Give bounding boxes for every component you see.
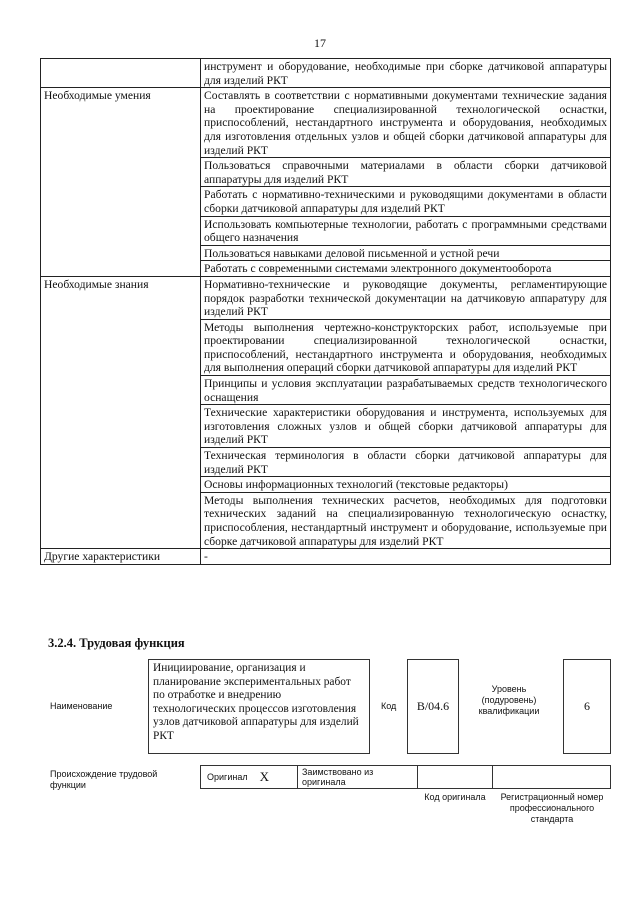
- function-name-value: Инициирование, организация и планирование экспериментальных работ по отработке и внедрению технологических процессов изготовления узлов датчиковой аппаратуры для изделий РКТ: [153, 662, 359, 742]
- table-row: [41, 59, 611, 88]
- page-number: 17: [314, 36, 326, 50]
- table-cell: Основы информационных технологий (текстовые редакторы): [201, 477, 611, 493]
- requirements-table: [40, 58, 611, 565]
- original-mark: Х: [259, 769, 269, 784]
- level-value: 6: [584, 699, 590, 713]
- reg-number-caption: Регистрационный номер профессионального стандарта: [500, 792, 604, 824]
- table-cell: Методы выполнения чертежно-конструкторских работ, используемые при проектировании специализированной технологической оснастки, приспособлений, нестандартного инструмента и оборудования, необходимых для выполнения операций сборки датчиковой аппаратуры для изделий РКТ: [201, 319, 611, 375]
- name-label: Наименование: [50, 701, 113, 711]
- table-cell: Составлять в соответствии с нормативными документами технические задания на проектирование специализированной технологической оснастки, приспособлений, нестандартного инструмента и оборудования, необходимых для изготовления отдельных узлов и общей сборки датчиковой аппаратуры для изделий РКТ: [201, 88, 611, 158]
- borrowed-cell: [297, 765, 418, 789]
- section-label: Необходимые знания: [41, 276, 201, 548]
- table-row: [41, 549, 611, 565]
- section-label: Необходимые умения: [41, 88, 201, 277]
- origin-label: Происхождение трудовой функции: [50, 769, 158, 790]
- section-label: Другие характеристики: [41, 549, 201, 565]
- code-box: [407, 659, 459, 754]
- table-cell: Пользоваться навыками деловой письменной и устной речи: [201, 245, 611, 261]
- function-name-box: [148, 659, 370, 754]
- table-cell: Нормативно-технические и руководящие документы, регламентирующие порядок разработки технической документации на датчиковую аппаратуру для изделий РКТ: [201, 276, 611, 319]
- table-row: [41, 276, 611, 319]
- table-cell: Методы выполнения технических расчетов, необходимых для подготовки технических заданий на специализированную технологическую оснастку, приспособления, нестандартный инструмент и оборудование, используемые при сборке датчиковой аппаратуры для изделий РКТ: [201, 492, 611, 548]
- reg-number-cell: [492, 765, 611, 789]
- table-cell: -: [201, 549, 611, 565]
- code-original-cell: [417, 765, 493, 789]
- section-title: 3.2.4. Трудовая функция: [48, 636, 185, 650]
- level-label: Уровень (подуровень) квалификации: [478, 684, 540, 716]
- table-cell: Принципы и условия эксплуатации разрабатываемых средств технологического оснащения: [201, 376, 611, 405]
- table-cell: Работать с нормативно-техническими и руководящими документами в области сборки датчиковой аппаратуры для изделий РКТ: [201, 187, 611, 216]
- section-label-empty: [41, 59, 201, 88]
- table-cell: Пользоваться справочными материалами в области сборки датчиковой аппаратуры для изделий РКТ: [201, 158, 611, 187]
- code-value: В/04.6: [416, 699, 450, 713]
- code-original-caption: Код оригинала: [424, 792, 486, 802]
- code-label: Код: [381, 701, 397, 711]
- table-cell: инструмент и оборудование, необходимые при сборке датчиковой аппаратуры для изделий РКТ: [201, 59, 611, 88]
- original-cell: [200, 765, 298, 789]
- table-row: [41, 88, 611, 158]
- table-cell: Использовать компьютерные технологии, работать с программными средствами общего назначения: [201, 216, 611, 245]
- table-cell: Технические характеристики оборудования и инструмента, используемых для изготовления сложных узлов и общей сборки датчиковой аппаратуры для изделий РКТ: [201, 405, 611, 448]
- level-box: [563, 659, 611, 754]
- table-cell: Техническая терминология в области сборки датчиковой аппаратуры для изделий РКТ: [201, 448, 611, 477]
- original-label: Оригинал: [207, 771, 248, 782]
- table-cell: Работать с современными системами электронного документооборота: [201, 261, 611, 277]
- borrowed-label: Заимствовано из оригинала: [302, 767, 374, 787]
